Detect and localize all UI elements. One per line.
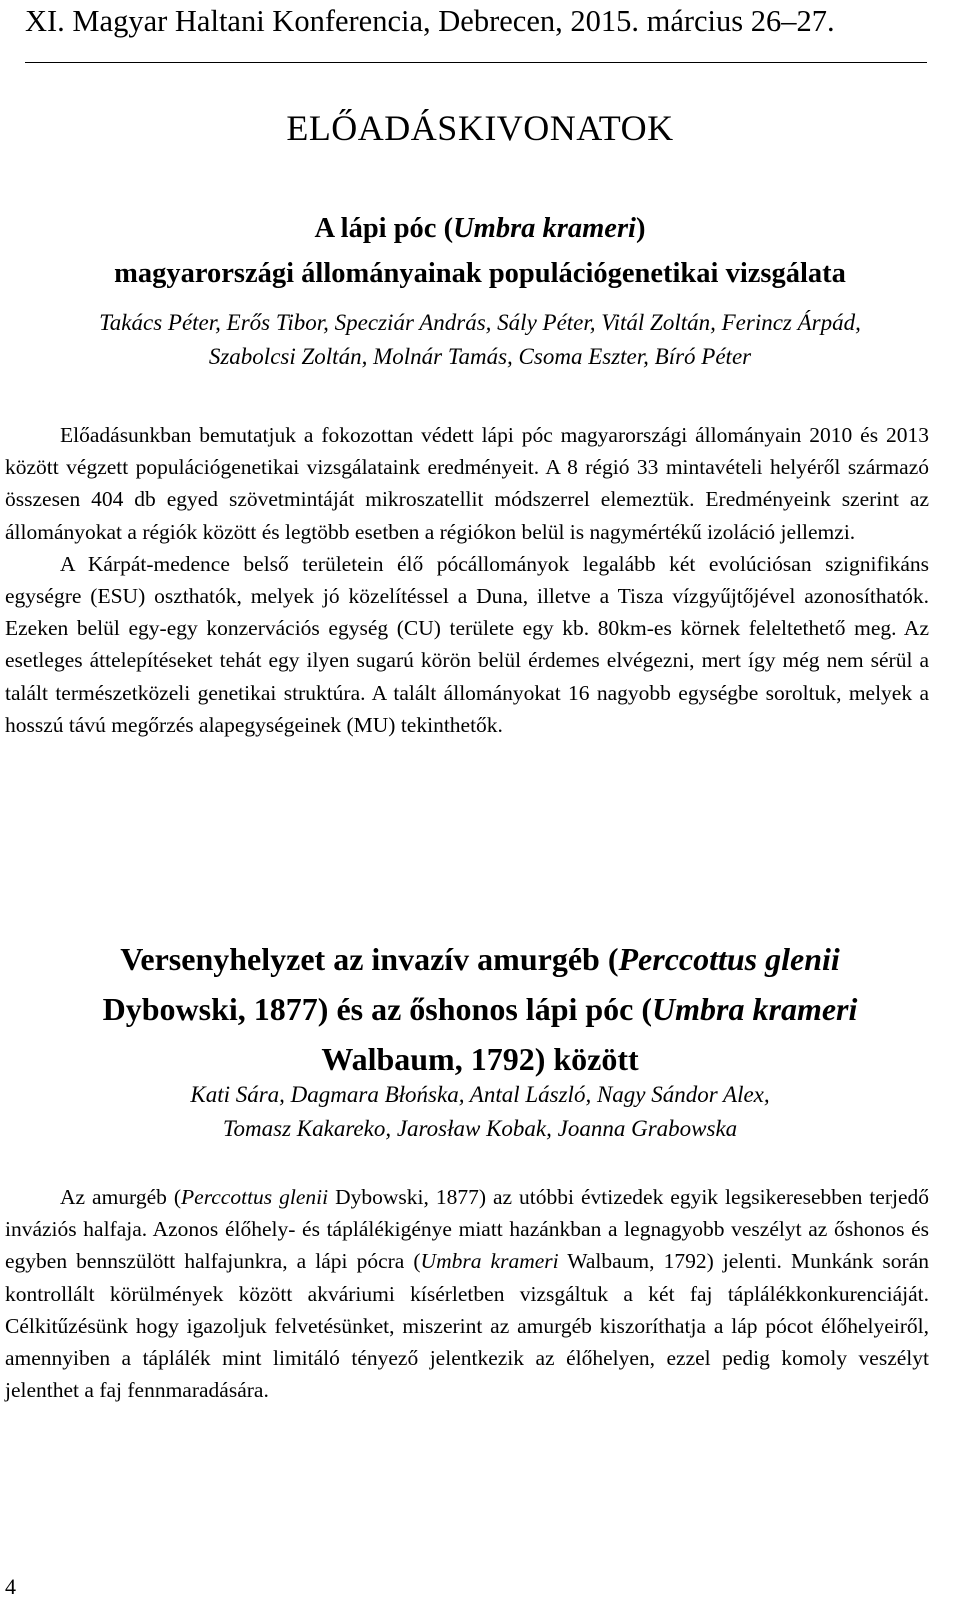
article1-title	[0, 206, 960, 296]
article2-authors-line1: Kati Sára, Dagmara Błońska, Antal László, Nagy Sándor Alex,	[190, 1082, 770, 1107]
article1-title-species: Umbra krameri	[453, 213, 636, 244]
article2-title-line3: Walbaum, 1792) között	[321, 1041, 639, 1077]
article1-paragraph2: A Kárpát-medence belső területein élő pócállományok legalább két evolúciósan szignifikáns egységre (ESU) oszthatók, melyek jó közelítéssel a Duna, illetve a Tisza vízgyűjtőjével azonosíthatók. Ezeken belül egy-egy konzervációs egység (CU) területe egy kb. 80km-es körnek feleltethető meg. Az esetleges áttelepítéseket tehát egy ilyen sugarú körön belül érdemes elvégezni, mert így még nem sérül a talált természetközeli genetikai struktúra. A talált állományokat 16 nagyobb egységbe soroltuk, melyek a hosszú távú megőrzés alapegységeinek (MU) tekinthetők.	[5, 551, 929, 737]
article1-body	[5, 419, 929, 741]
article2-authors-line2: Tomasz Kakareko, Jarosław Kobak, Joanna Grabowska	[222, 1116, 738, 1141]
article1-authors-line1: Takács Péter, Erős Tibor, Specziár András, Sály Péter, Vitál Zoltán, Ferincz Árpád,	[99, 310, 861, 335]
conference-header: XI. Magyar Haltani Konferencia, Debrecen, 2015. március 26–27.	[25, 4, 835, 38]
article1-authors-line2: Szabolcsi Zoltán, Molnár Tamás, Csoma Eszter, Bíró Péter	[208, 344, 752, 369]
article1-title-line1: A lápi póc (Umbra krameri)	[314, 213, 646, 244]
article1-paragraph1: Előadásunkban bemutatjuk a fokozottan védett lápi póc magyarországi állományain 2010 és 2013 között végzett populációgenetikai vizsgálataink eredményeit. A 8 régió 33 mintavételi helyéről származó összesen 404 db egyed szövetmintáját mikroszatellit módszerrel elemeztük. Eredményeink szerint az állományokat a régiók között és legtöbb esetben a régiókon belül is nagymértékű izoláció jellemzi.	[5, 423, 929, 544]
article2-title-line1: Versenyhelyzet az invazív amurgéb (Perccottus glenii	[120, 941, 840, 977]
page-number: 4	[5, 1574, 16, 1599]
header-divider	[25, 62, 927, 63]
article2-title-species1: Perccottus glenii	[618, 941, 840, 977]
article1-title-line2: magyarországi állományainak populációgenetikai vizsgálata	[114, 258, 846, 289]
article2-body	[5, 1181, 929, 1406]
article2-authors	[0, 1078, 960, 1146]
article2-title-line2: Dybowski, 1877) és az őshonos lápi póc (Umbra krameri	[102, 991, 858, 1027]
article2-paragraph: Az amurgéb (Perccottus glenii Dybowski, 1877) az utóbbi évtizedek egyik legsikeresebben terjedő inváziós halfaja. Azonos élőhely- és táplálékigénye miatt hazánkban a legnagyobb veszélyt az őshonos és egyben bennszülött halfajunkra, a lápi pócra (Umbra krameri Walbaum, 1792) jelenti. Munkánk során kontrollált körülmények között akváriumi kísérletben vizsgáltuk a két faj táplálékkonkurenciáját. Célkitűzésünk hogy igazoljuk felvetésünket, miszerint az amurgéb kiszoríthatja a láp pócot élőhelyeiről, amennyiben a táplálék mint limitáló tényező jelentkezik az élőhelyen, ezzel pedig komoly veszélyt jelenthet a faj fennmaradására.	[5, 1185, 930, 1403]
article2-title	[0, 934, 960, 1084]
section-title: ELŐADÁSKIVONATOK	[286, 108, 674, 148]
article2-body-species2: Umbra krameri	[420, 1249, 559, 1274]
article1-authors	[0, 306, 960, 374]
article2-body-species1: Perccottus glenii	[181, 1185, 329, 1209]
article2-title-species2: Umbra krameri	[652, 991, 858, 1027]
